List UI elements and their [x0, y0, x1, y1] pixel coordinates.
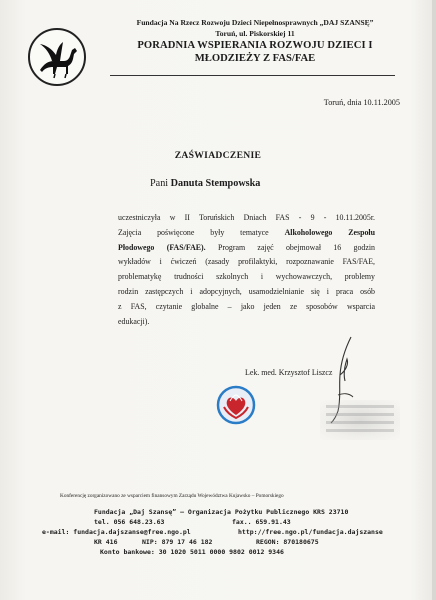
body-line-2-bold: Alkoholowego Zespołu [284, 227, 375, 237]
footer-fax: fax.. 659.91.43 [232, 518, 291, 526]
body-line-3 [118, 241, 375, 256]
footer-tel: tel. 056 648.23.63 [94, 518, 165, 526]
footer-nip: NIP: 879 17 46 182 [142, 538, 213, 546]
conference-note: Konferencję zorganizowano ze wsparciem finansowym Zarządu Województwa Kujawsko – Pomorskiego [60, 493, 284, 499]
footer-web: http://free.ngo.pl/fundacja.dajszanse [238, 528, 383, 536]
page-edge-shadow [432, 0, 436, 600]
footer-regon: REGON: 870180675 [256, 538, 319, 546]
body-line-2-text: Zajęcia poświęcone były tematyce [118, 227, 285, 237]
footer-kr: KR 416 [94, 538, 118, 546]
body-line-8: edukacji). [118, 316, 150, 326]
recipient-prefix: Pani [150, 178, 169, 189]
footer-email: e-mail: fundacja.dajszanse@free.ngo.pl [42, 528, 191, 536]
footer-org: Fundacja „Daj Szansę” – Organizacja Pożytku Publicznego KRS 23710 [94, 508, 349, 516]
document-title: ZAŚWIADCZENIE [174, 150, 262, 161]
faded-stamp [320, 400, 400, 440]
recipient-name: Danuta Stempowska [170, 178, 261, 189]
body-line-3-text: Program zajęć obejmował 16 godzin [205, 242, 375, 252]
body-line-3-bold: Płodowego (FAS/FAE). [118, 242, 206, 252]
clinic-name-line1: PORADNIA WSPIERANIA ROZWOJU DZIECI I [137, 40, 373, 51]
body-line-5: problematykę trudności szkolnych i wychowawczych, problemy [118, 272, 375, 282]
certificate-body [118, 211, 375, 329]
heart-hands-logo-icon [216, 385, 256, 425]
footer-bank: Konto bankowe: 30 1020 5011 0000 9802 0012 9346 [100, 548, 284, 556]
foundation-name: Fundacja Na Rzecz Rozwoju Dzieci Niepełnosprawnych „DAJ SZANSĘ” [136, 18, 374, 27]
body-line-7: z FAS, czytanie globalne – jako jeden ze sposobów wsparcia [118, 301, 375, 311]
body-line-2 [118, 226, 375, 241]
header-divider [110, 75, 395, 76]
body-line-6: rodzin zastępczych i adopcyjnych, usamodzielnianie się i praca osób [118, 286, 375, 296]
body-line-1: uczestniczyła w II Toruńskich Dniach FAS - 9 - 10.11.2005r. [118, 213, 375, 222]
body-line-4: wykładów i ćwiczeń (zasady profilaktyki, rozpoznawanie FAS/FAE, [118, 257, 375, 267]
issue-date: Toruń, dnia 10.11.2005 [323, 98, 400, 107]
foundation-address: Toruń, ul. Piskorskiej 11 [215, 29, 295, 38]
recipient-line [150, 178, 260, 189]
clinic-name-line2: MŁODZIEŻY Z FAS/FAE [194, 53, 316, 64]
pegasus-logo-icon [28, 28, 86, 86]
signer-name: Lek. med. Krzysztof Liszcz [245, 368, 333, 377]
